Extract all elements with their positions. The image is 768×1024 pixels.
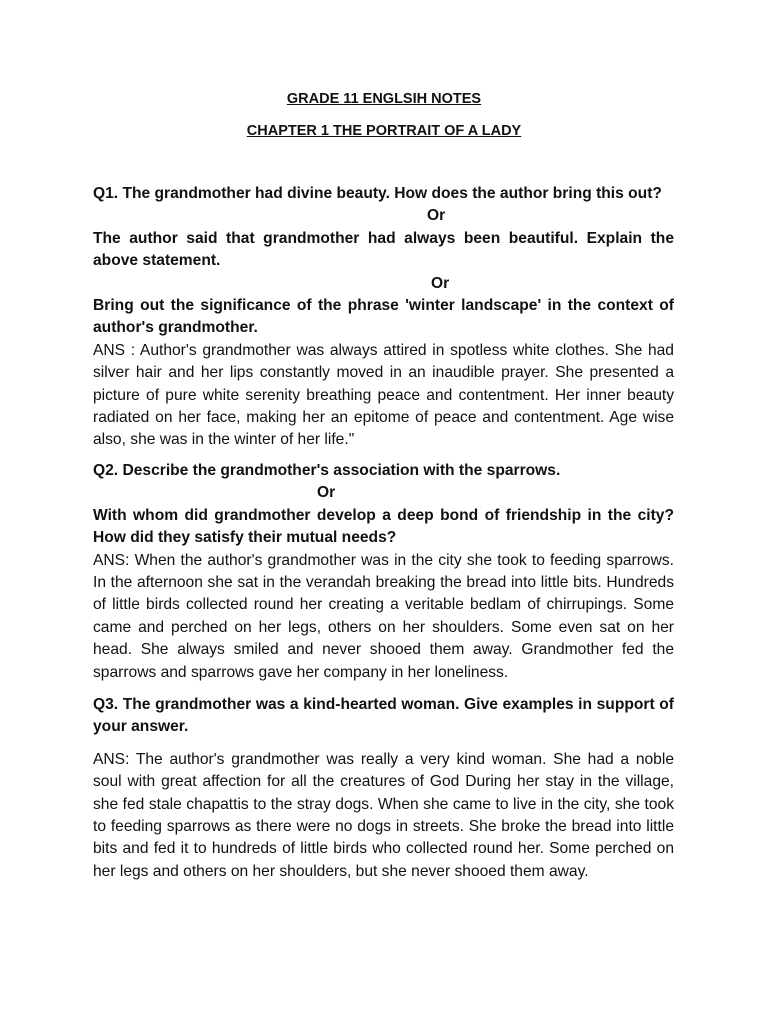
q1-question: Q1. The grandmother had divine beauty. How does the author bring this out? [93,185,662,202]
q1-or-2: Or [431,274,450,292]
q2-answer: ANS: When the author's grandmother was in the city she took to feeding sparrows. In the afternoon she sat in the verandah breaking the bread into little bits. Hundreds of little birds collected round her creating a veritable bedlam of chirrupings. Some came and perched on her legs, others on her shoulders. Some even sat on her head. She always smiled and never shooed them away. Grandmother fed the sparrows and sparrows gave her company in her loneliness. [93,551,674,681]
q1-alternative-2: Bring out the significance of the phrase 'winter landscape' in the context of author's grandmother. [93,297,674,337]
q1-alternative-1: The author said that grandmother had always been beautiful. Explain the above statement. [93,229,674,270]
chapter-title: CHAPTER 1 THE PORTRAIT OF A LADY [246,123,522,139]
q3-answer: ANS: The author's grandmother was really a very kind woman. She had a noble soul with great affection for all the creatures of God During her stay in the village, she fed stale chapattis to the stray dogs. When she came to live in the city, she took to feeding sparrows as there were no dogs in streets. She broke the bread into little bits and fed it to hundreds of little birds who collected round her. Some perched on her legs and others on her shoulders, but she never shooed them away. [93,750,674,880]
q2-alternative-1: With whom did grandmother develop a deep bond of friendship in the city? How did they satisfy their mutual needs? [93,506,674,547]
q1-answer: ANS : Author's grandmother was always attired in spotless white clothes. She had silver hair and her lips constantly moved in an inaudible prayer. She presented a picture of pure white serenity breathing peace and contentment. Her inner beauty radiated on her face, making her an epitome of peace and contentment. Age wise also, she was in the winter of her life." [93,341,674,449]
q2-or-1: Or [317,484,336,502]
document-title: GRADE 11 ENGLSIH NOTES [286,91,482,107]
q3-question: Q3. The grandmother was a kind-hearted woman. Give examples in support of your answer. [93,695,674,736]
q1-or-1: Or [427,207,446,225]
q2-question: Q2. Describe the grandmother's association with the sparrows. [93,461,561,479]
document-body [93,183,674,883]
